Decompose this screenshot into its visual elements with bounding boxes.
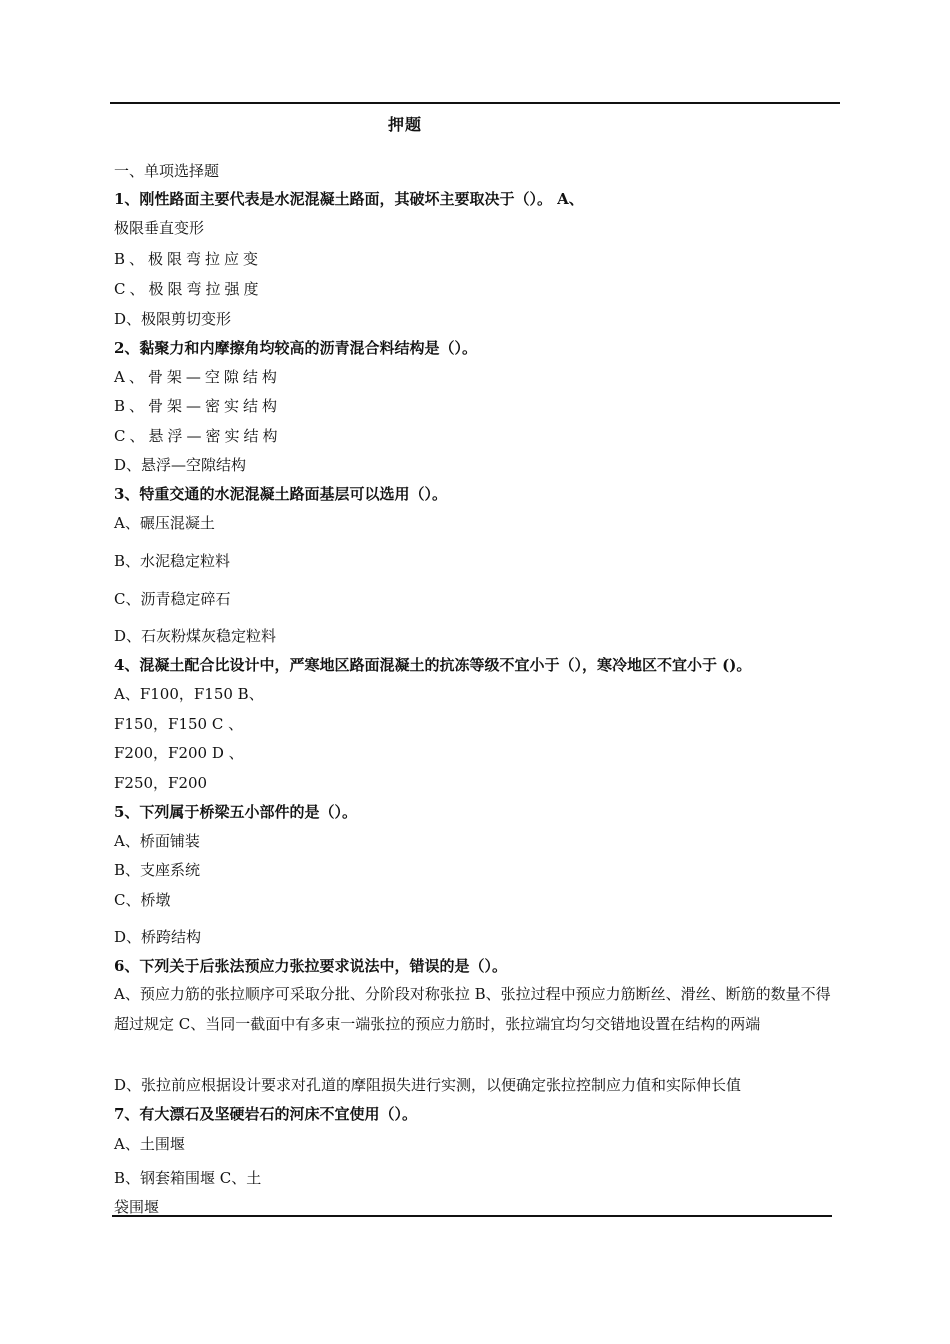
question-3-option-d: D、石灰粉煤灰稳定粒料 (114, 627, 277, 645)
question-7-options-bc: B、钢套箱围堰 C、土 (114, 1169, 262, 1187)
question-7-option-c-continued: 袋围堰 (114, 1198, 160, 1216)
question-2-option-b: B、骨架—密实结构 (114, 397, 282, 415)
question-5: 5、下列属于桥梁五小部件的是（）。 (114, 803, 357, 821)
page-title: 押题 (388, 115, 423, 134)
question-3: 3、特重交通的水泥混凝土路面基层可以选用（）。 (114, 485, 447, 503)
question-2: 2、黏聚力和内摩擦角均较高的沥青混合料结构是（）。 (114, 339, 477, 357)
question-2-option-a: A、骨架—空隙结构 (114, 368, 281, 386)
question-4-options-line-3: F200，F200 D 、 (114, 744, 244, 762)
question-5-option-a: A、桥面铺装 (114, 832, 200, 850)
question-5-option-d: D、桥跨结构 (114, 928, 202, 946)
question-7: 7、有大漂石及坚硬岩石的河床不宜使用（）。 (114, 1105, 417, 1123)
question-6-options-abc: A、预应力筋的张拉顺序可采取分批、分阶段对称张拉 B、张拉过程中预应力筋断丝、滑丝、断筋的数量不得超过规定 C、当同一截面中有多束一端张拉的预应力筋时，张拉端宜均匀交错地设置在结构的两端 (114, 985, 831, 1033)
question-4-options-line-1: A、F100，F150 B、 (114, 685, 264, 703)
question-1-option-b: B、极限弯拉应变 (114, 250, 263, 268)
question-1-option-a: 极限垂直变形 (114, 219, 205, 237)
question-1: 1、刚性路面主要代表是水泥混凝土路面，其破坏主要取决于（）。 A、 (114, 190, 584, 208)
question-4: 4、混凝土配合比设计中，严寒地区路面混凝土的抗冻等级不宜小于（），寒冷地区不宜小于 ()。 (114, 656, 752, 674)
question-4-options-line-4: F250，F200 (114, 774, 208, 792)
question-1-option-c: C、极限弯拉强度 (114, 280, 263, 298)
question-3-option-a: A、碾压混凝土 (114, 514, 215, 532)
header-rule (110, 102, 840, 104)
footer-rule (112, 1215, 832, 1217)
question-6: 6、下列关于后张法预应力张拉要求说法中，错误的是（）。 (114, 957, 507, 975)
question-4-options-line-2: F150，F150 C 、 (114, 715, 244, 733)
question-2-option-c: C、悬浮—密实结构 (114, 427, 282, 445)
question-7-option-a: A、土围堰 (114, 1135, 185, 1153)
question-5-option-c: C、桥墩 (114, 891, 171, 909)
question-3-option-c: C、沥青稳定碎石 (114, 590, 231, 608)
question-6-option-d: D、张拉前应根据设计要求对孔道的摩阻损失进行实测，以便确定张拉控制应力值和实际伸长值 (114, 1076, 742, 1094)
question-2-option-d: D、悬浮—空隙结构 (114, 456, 247, 474)
question-1-option-d: D、极限剪切变形 (114, 310, 232, 328)
section-heading: 一、单项选择题 (114, 162, 220, 180)
question-3-option-b: B、水泥稳定粒料 (114, 552, 231, 570)
question-5-option-b: B、支座系统 (114, 861, 201, 879)
